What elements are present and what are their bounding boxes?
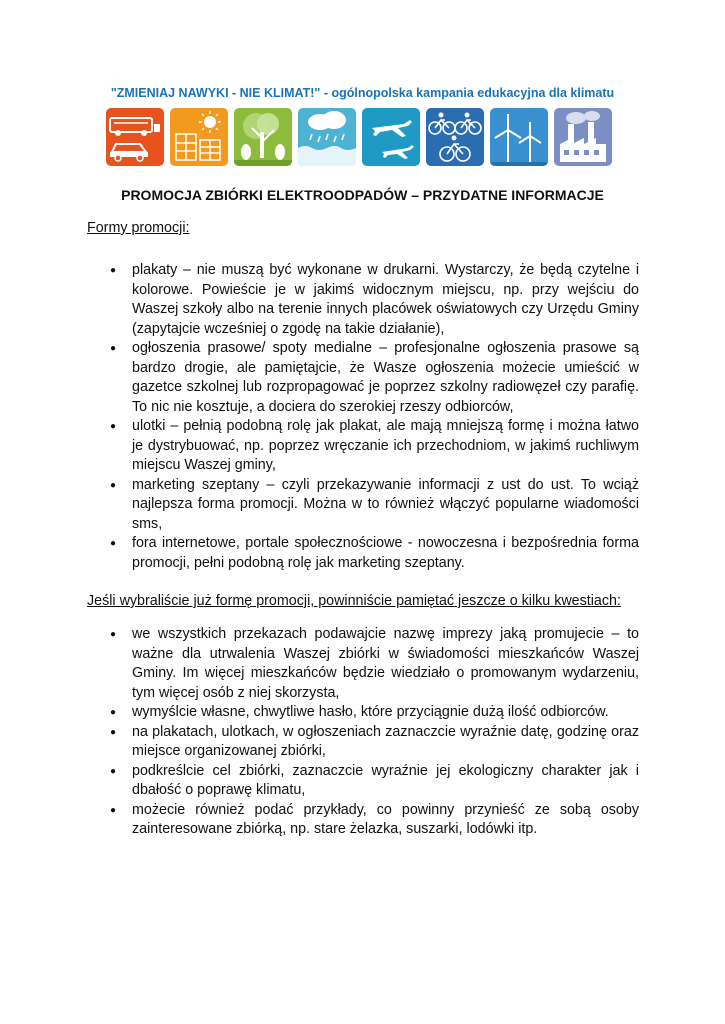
bullet-icon: ●: [110, 479, 117, 491]
rain-cloud-icon: [298, 108, 356, 166]
tree-icon: [234, 108, 292, 166]
list-item: ● na plakatach, ulotkach, w ogłoszeniach zaznaczcie wyraźnie datę, godzinę oraz miejsce organizowanej zbiórki,: [110, 723, 639, 759]
bullet-icon: ●: [110, 726, 117, 738]
sun-solar-panel-icon: [170, 108, 228, 166]
list-item: ● fora internetowe, portale społecznościowe - nowoczesna i bezpośrednia forma promocji, pełni podobną rolę jak marketing szeptany.: [110, 535, 639, 571]
bullet-icon: ●: [110, 421, 117, 432]
campaign-header: "ZMIENIAJ NAWYKI - NIE KLIMAT!" - ogólnopolska kampania edukacyjna dla klimatu: [110, 86, 615, 100]
document-title: PROMOCJA ZBIÓRKI ELEKTROODPADÓW – PRZYDATNE INFORMACJE: [121, 187, 604, 203]
bus-car-icon: [106, 108, 164, 166]
section-heading-remember: Jeśli wybraliście już formę promocji, powinniście pamiętać jeszcze o kilku kwestiach:: [87, 593, 621, 609]
list-item: ● plakaty – nie muszą być wykonane w drukarni. Wystarczy, że będą czytelne i kolorowe. Powieście je w jakimś widocznym miejscu, np. przy wejściu do Waszej szkoły albo na terenie innych placówek oświatowych czy Urzędu Gminy (zapytajcie wcześniej o zgodę na takie działanie),: [110, 262, 639, 337]
bullet-icon: ●: [110, 343, 117, 354]
factory-icon: [554, 108, 612, 166]
list-item: ● we wszystkich przekazach podawajcie nazwę imprezy jaką promujecie – to ważne dla utrwalenia Waszej zbiórki w świadomości mieszkańców Waszej Gminy. Im więcej mieszkańców będzie wiedziało o promowanym wydarzeniu, tym więcej osób z niej skorzysta,: [110, 626, 639, 701]
airplane-icon: [362, 108, 420, 166]
bullet-icon: ●: [110, 765, 117, 777]
list-item: ● wymyślcie własne, chwytliwe hasło, które przyciągnie dużą ilość odbiorców.: [107, 703, 639, 723]
remember-list: [107, 625, 639, 840]
list-item: ● możecie również podać przykłady, co powinny przynieść ze sobą osoby zainteresowane zbiórką, np. stare żelazka, suszarki, lodówki itp.: [110, 801, 639, 837]
list-item: ● ulotki – pełnią podobną rolę jak plakat, ale mają mniejszą formę i można łatwo je dystrybuować, np. poprzez wręczanie ich przechodniom, w jakimś ruchliwym miejscu Waszej gminy,: [110, 418, 639, 473]
list-item: ● marketing szeptany – czyli przekazywanie informacji z ust do ust. To wciąż najlepsza forma promocji. Można w to również włączyć popularne wiadomości sms,: [110, 476, 639, 532]
promotion-forms-list: [107, 261, 639, 573]
list-item: ● podkreślcie cel zbiórki, zaznaczcie wyraźnie jej ekologiczny charakter jak i dbałość o poprawę klimatu,: [110, 762, 639, 798]
bullet-icon: ●: [110, 707, 117, 718]
bicycle-icon: [426, 108, 484, 166]
bullet-icon: ●: [110, 804, 117, 816]
campaign-icon-strip: [106, 108, 618, 168]
section-heading-forms: Formy promocji:: [87, 220, 190, 236]
bullet-icon: ●: [110, 265, 117, 276]
list-item: ● ogłoszenia prasowe/ spoty medialne – profesjonalne ogłoszenia prasowe są bardzo drogie, ale pamiętajcie, że Wasze ogłoszenia możecie umieścić w gazetce szkolnej lub rozpropagować je poprzez szkolny radiowęzeł czy parafię. To nic nie kosztuje, a dociera do szerokiej rzeszy odbiorców,: [110, 340, 639, 415]
wind-turbine-icon: [490, 108, 548, 166]
bullet-icon: ●: [110, 538, 117, 549]
bullet-icon: ●: [110, 629, 117, 640]
